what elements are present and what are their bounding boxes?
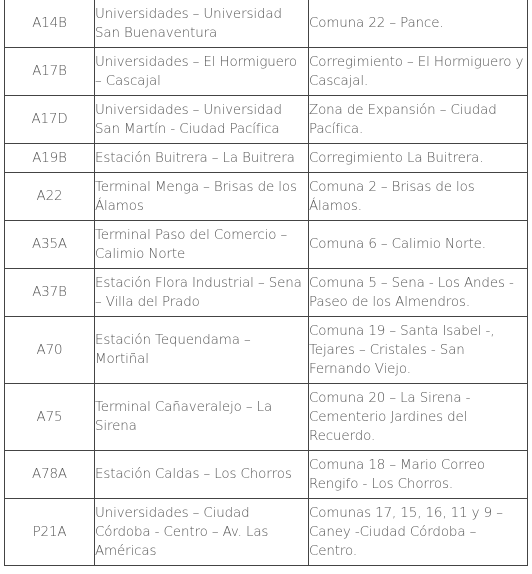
route-name-cell: Estación Flora Industrial – Sena – Villa del Prado — [95, 269, 309, 317]
route-code-cell: A17D — [5, 96, 95, 144]
route-zone-cell: Comuna 22 – Pance. — [309, 0, 528, 48]
table-row — [5, 144, 528, 173]
route-zone-cell: Comuna 6 – Calimio Norte. — [309, 221, 528, 269]
route-code-cell: A19B — [5, 144, 95, 173]
route-code-cell: A22 — [5, 173, 95, 221]
route-name-cell: Estación Tequendama – Mortiñal — [95, 317, 309, 384]
table-row — [5, 384, 528, 451]
route-code-cell: A14B — [5, 0, 95, 48]
route-name-cell: Universidades – Universidad San Buenaventura — [95, 0, 309, 48]
route-name-cell: Estación Caldas – Los Chorros — [95, 451, 309, 499]
routes-table-container — [4, 0, 527, 566]
route-name-cell: Terminal Cañaveralejo – La Sirena — [95, 384, 309, 451]
table-row — [5, 269, 528, 317]
table-row — [5, 451, 528, 499]
route-zone-cell: Comuna 5 – Sena - Los Andes - Paseo de los Almendros. — [309, 269, 528, 317]
route-zone-cell: Comuna 2 – Brisas de los Álamos. — [309, 173, 528, 221]
route-code-cell: A75 — [5, 384, 95, 451]
route-name-cell: Estación Buitrera – La Buitrera — [95, 144, 309, 173]
table-row — [5, 499, 528, 566]
route-code-cell: A17B — [5, 48, 95, 96]
route-code-cell: P21A — [5, 499, 95, 566]
route-zone-cell: Corregimiento La Buitrera. — [309, 144, 528, 173]
route-code-cell: A78A — [5, 451, 95, 499]
table-row — [5, 317, 528, 384]
route-zone-cell: Zona de Expansión – Ciudad Pacífica. — [309, 96, 528, 144]
route-code-cell: A37B — [5, 269, 95, 317]
route-name-cell: Universidades – Universidad San Martín - Ciudad Pacífica — [95, 96, 309, 144]
table-row — [5, 0, 528, 48]
route-name-cell: Terminal Paso del Comercio – Calimio Norte — [95, 221, 309, 269]
route-zone-cell: Corregimiento – El Hormiguero y Cascajal. — [309, 48, 528, 96]
route-zone-cell: Comuna 20 – La Sirena - Cementerio Jardines del Recuerdo. — [309, 384, 528, 451]
table-row — [5, 173, 528, 221]
route-zone-cell: Comuna 18 – Mario Correo Rengifo - Los Chorros. — [309, 451, 528, 499]
route-name-cell: Terminal Menga – Brisas de los Álamos — [95, 173, 309, 221]
route-code-cell: A70 — [5, 317, 95, 384]
route-zone-cell: Comunas 17, 15, 16, 11 y 9 – Caney -Ciudad Córdoba – Centro. — [309, 499, 528, 566]
route-name-cell: Universidades – Ciudad Córdoba - Centro – Av. Las Américas — [95, 499, 309, 566]
table-row — [5, 96, 528, 144]
routes-table — [4, 0, 528, 566]
route-code-cell: A35A — [5, 221, 95, 269]
route-zone-cell: Comuna 19 – Santa Isabel -, Tejares – Cristales - San Fernando Viejo. — [309, 317, 528, 384]
table-row — [5, 221, 528, 269]
route-name-cell: Universidades – El Hormiguero – Cascajal — [95, 48, 309, 96]
table-row — [5, 48, 528, 96]
